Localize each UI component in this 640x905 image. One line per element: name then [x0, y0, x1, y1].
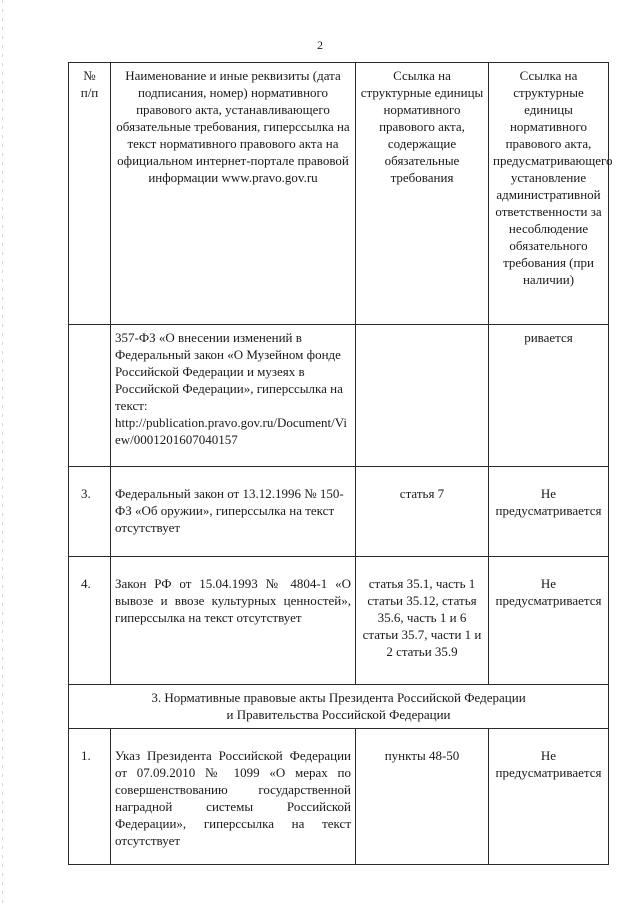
header-ref: Ссылка на структурные единицы нормативного правового акта, содержащие обязательные требования	[356, 63, 489, 325]
cell-name: Указ Президента Российской Федерации от 07.09.2010 № 1099 «О мерах по совершенствованию государственной наградной системы Российской Федерации», гиперссылка на текст отсутствует	[111, 729, 356, 865]
cell-resp: ривается	[489, 325, 609, 467]
section-title-line2: и Правительства Российской Федерации	[226, 707, 451, 722]
header-resp: Ссылка на структурные единицы нормативного правового акта, предусматривающего установление административной ответственности за несоблюдение обязательного требования (при наличии)	[489, 63, 609, 325]
table-row	[69, 467, 609, 557]
cell-num	[69, 325, 111, 467]
cell-num: 3.	[69, 467, 111, 557]
cell-name	[111, 325, 356, 467]
cell-name: Федеральный закон от 13.12.1996 № 150-ФЗ «Об оружии», гиперссылка на текст отсутствует	[111, 467, 356, 557]
continued-url: http://publication.pravo.gov.ru/Document/View/0001201607040157	[115, 415, 347, 447]
cell-resp: Не предусматривается	[489, 557, 609, 685]
continued-name: 357-ФЗ «О внесении изменений в Федеральный закон «О Музейном фонде Российской Федерации и музеях в Российской Федерации», гиперссылка на текст:	[115, 330, 343, 413]
section-title-line1: 3. Нормативные правовые акты Президента Российской Федерации	[151, 690, 526, 705]
cell-resp: Не предусматривается	[489, 467, 609, 557]
header-num: № п/п	[69, 63, 111, 325]
cell-ref: статья 7	[356, 467, 489, 557]
cell-ref	[356, 325, 489, 467]
table-header-row	[69, 63, 609, 325]
cell-name: Закон РФ от 15.04.1993 № 4804-1 «О вывозе и ввозе культурных ценностей», гиперссылка на текст отсутствует	[111, 557, 356, 685]
section-heading-row	[69, 685, 609, 729]
section-heading	[69, 685, 609, 729]
table-row-continued	[69, 325, 609, 467]
scan-edge	[2, 0, 3, 905]
cell-ref: пункты 48-50	[356, 729, 489, 865]
cell-num: 4.	[69, 557, 111, 685]
header-name: Наименование и иные реквизиты (дата подписания, номер) нормативного правового акта, устанавливающего обязательные требования, гиперссылка на текст нормативного правового акта на официальном интернет-портале правовой информации www.pravo.gov.ru	[111, 63, 356, 325]
page-number: 2	[317, 38, 323, 52]
table-row	[69, 729, 609, 865]
table-row	[69, 557, 609, 685]
cell-num: 1.	[69, 729, 111, 865]
cell-resp: Не предусматривается	[489, 729, 609, 865]
requirements-table	[68, 62, 613, 865]
cell-ref: статья 35.1, часть 1 статьи 35.12, статья 35.6, часть 1 и 6 статьи 35.7, части 1 и 2 статьи 35.9	[356, 557, 489, 685]
